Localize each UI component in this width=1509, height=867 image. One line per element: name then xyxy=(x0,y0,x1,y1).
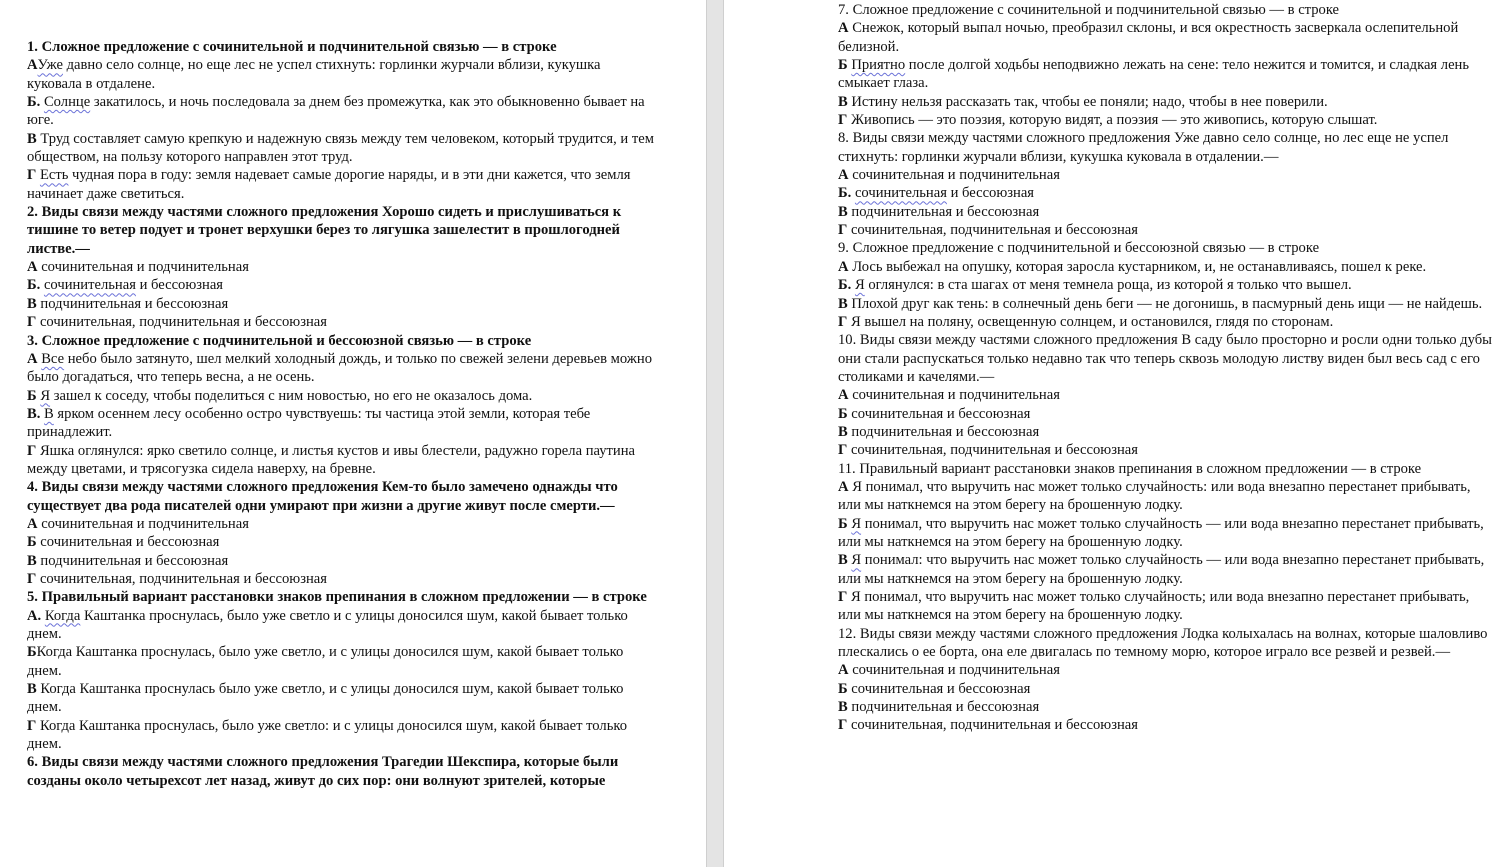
question-text: Виды связи между частями сложного предложения Хорошо сидеть и прислушиваться к тишине то ветер подует и тронет верхушки берез то лягушка зашелестит в прошлогодней листве.— xyxy=(27,204,622,257)
option-text: и бессоюзная xyxy=(946,185,1035,202)
option-text: сочинительная и подчинительная xyxy=(848,167,1060,184)
question-number: 11. xyxy=(838,460,856,477)
answer-option xyxy=(27,717,657,754)
answer-option xyxy=(27,387,657,405)
option-text: Яшка оглянулся: ярко светило солнце, и листья кустов и ивы блестели, радужно горела паутина между цветами, и трясогузка сидела наверху, на бревне. xyxy=(27,442,636,477)
answer-option xyxy=(27,130,657,167)
answer-option xyxy=(27,570,657,588)
spellcheck-underlined-word: Я xyxy=(854,277,865,294)
option-text: сочинительная и бессоюзная xyxy=(36,534,220,551)
option-letter: А xyxy=(838,387,849,404)
option-text: Я понимал, что выручить нас может только случайность; или вода внезапно перестанет прибывать, или мы наткнемся на этом берегу на брошенную лодку. xyxy=(838,589,1470,624)
spellcheck-underlined-word: Есть xyxy=(39,167,69,184)
option-letter: Г xyxy=(27,167,37,184)
answer-option xyxy=(838,184,1493,202)
question-text: Сложное предложение с сочинительной и подчинительной связью — в строке xyxy=(41,39,557,55)
answer-option xyxy=(27,643,657,680)
answer-option xyxy=(27,258,657,276)
answer-option xyxy=(838,588,1493,625)
question-text: Виды связи между частями сложного предложения Лодка колыхалась на волнах, которые шаловливо плескались о ее борта, она еле двигалась по темному морю, которое играло все резвей и резвей.— xyxy=(838,625,1488,661)
option-letter: Г xyxy=(27,717,37,734)
option-text: оглянулся: в ста шагах от меня темнела роща, из которой я только что вышел. xyxy=(864,277,1352,294)
answer-option xyxy=(27,405,657,442)
question-text: Сложное предложение с сочинительной и подчинительной связью — в строке xyxy=(852,2,1340,18)
option-text: сочинительная, подчинительная и бессоюзная xyxy=(847,442,1138,459)
question-text: Сложное предложение с подчинительной и бессоюзной связью — в строке xyxy=(41,332,532,349)
option-text: сочинительная, подчинительная и бессоюзная xyxy=(36,314,327,331)
question xyxy=(838,331,1493,386)
answer-option xyxy=(838,313,1493,331)
option-letter: А. xyxy=(27,607,42,624)
spellcheck-underlined-word: Я xyxy=(851,515,862,532)
option-letter: Г xyxy=(27,314,37,331)
option-text: ярком осеннем лесу особенно остро чувствуешь: ты частица этой земли, которая тебе принадлежит. xyxy=(27,405,591,441)
option-letter: В xyxy=(838,699,848,716)
option-text: подчинительная и бессоюзная xyxy=(847,699,1040,716)
option-text: сочинительная и подчинительная xyxy=(37,259,249,276)
answer-option xyxy=(838,295,1493,313)
option-letter: Б xyxy=(838,57,848,74)
question xyxy=(27,588,657,606)
option-text: сочинительная, подчинительная и бессоюзная xyxy=(36,570,327,587)
option-text: Когда Каштанка проснулась, было уже светло: и с улицы доносился шум, какой бывает только днем. xyxy=(27,717,627,753)
question-text: Виды связи между частями сложного предложения Трагедии Шекспира, которые были созданы около четырехсот лет назад, живут до сих пор: они волнуют зрителей, которые xyxy=(27,754,619,789)
option-letter: Г xyxy=(838,442,848,459)
option-letter: Г xyxy=(27,442,37,459)
answer-option xyxy=(838,93,1493,111)
option-letter: Г xyxy=(838,589,848,605)
option-letter: Б. xyxy=(27,94,41,111)
option-text: подчинительная и бессоюзная xyxy=(847,203,1040,220)
answer-option xyxy=(27,680,657,717)
option-letter: Б xyxy=(27,534,37,551)
spellcheck-underlined-word: В xyxy=(44,405,54,422)
option-letter: Б. xyxy=(838,185,852,202)
spellcheck-underlined-word: сочинительная xyxy=(43,277,136,294)
option-letter: Б xyxy=(838,680,848,697)
answer-option xyxy=(27,56,657,93)
option-text: сочинительная и подчинительная xyxy=(37,515,249,532)
question-number: 3. xyxy=(27,332,38,349)
option-letter: В xyxy=(27,552,37,569)
option-letter: В xyxy=(27,295,37,312)
answer-option xyxy=(27,350,657,387)
option-text: сочинительная и подчинительная xyxy=(848,662,1060,679)
option-text: чудная пора в году: земля надевает самые дорогие наряды, и в эти дни кажется, что земля начинает даже светиться. xyxy=(27,167,631,202)
option-letter: Б xyxy=(27,387,37,404)
option-text: Истину нельзя рассказать так, чтобы ее поняли; надо, чтобы в нее поверили. xyxy=(847,93,1328,110)
option-letter: А xyxy=(838,662,849,679)
answer-option xyxy=(838,680,1493,698)
answer-option xyxy=(838,551,1493,588)
answer-option xyxy=(838,515,1493,552)
answer-option xyxy=(838,405,1493,423)
answer-option xyxy=(838,386,1493,404)
option-letter: Г xyxy=(27,570,37,587)
question-text: Виды связи между частями сложного предложения В саду было просторно и росли одни только дубы они стали распускаться только недавно так что теперь сквозь молодую листву виден был весь сад с его столиками и качелями.— xyxy=(838,332,1492,385)
question-number: 2. xyxy=(27,204,38,221)
option-text: подчинительная и бессоюзная xyxy=(36,295,229,312)
option-text: подчинительная и бессоюзная xyxy=(847,423,1040,440)
answer-option xyxy=(27,442,657,479)
question xyxy=(838,129,1493,166)
answer-option xyxy=(27,313,657,331)
option-letter: В. xyxy=(27,405,41,422)
option-letter: В xyxy=(838,423,848,440)
option-text: сочинительная, подчинительная и бессоюзная xyxy=(847,717,1138,734)
question-number: 1. xyxy=(27,39,38,55)
question-number: 10. xyxy=(838,332,857,349)
option-letter: В xyxy=(838,93,848,110)
option-letter: А xyxy=(838,258,849,275)
option-text: сочинительная, подчинительная и бессоюзная xyxy=(847,222,1138,239)
option-letter: В xyxy=(838,295,848,312)
option-text: Я вышел на поляну, освещенную солнцем, и остановился, глядя по сторонам. xyxy=(847,313,1334,330)
answer-option xyxy=(27,533,657,551)
question-number: 6. xyxy=(27,754,38,771)
question xyxy=(27,203,657,258)
spellcheck-underlined-word: Я xyxy=(851,552,862,569)
option-text: сочинительная и бессоюзная xyxy=(847,680,1031,697)
option-text: давно село солнце, но еще лес не успел стихнуть: горлинки журчали вблизи, кукушка куковала в отдалене. xyxy=(27,57,601,92)
question xyxy=(27,38,657,56)
option-letter: Б. xyxy=(27,277,41,294)
option-text: и бессоюзная xyxy=(135,277,224,294)
answer-option xyxy=(838,716,1493,734)
question-text: Виды связи между частями сложного предложения Уже давно село солнце, но лес еще не успел стихнуть: горлинки журчали вблизи, кукушка куковала в отдалении.— xyxy=(838,130,1449,165)
option-letter: А xyxy=(27,350,38,367)
question-number: 4. xyxy=(27,479,38,496)
option-text: Плохой друг как тень: в солнечный день беги — не догонишь, в пасмурный день ищи — не найдешь. xyxy=(847,295,1483,312)
option-text: Каштанка проснулась, было уже светло и с улицы доносился шум, какой бывает только днем. xyxy=(27,607,628,642)
answer-option xyxy=(27,276,657,294)
question-number: 8. xyxy=(838,130,849,147)
answer-option xyxy=(838,56,1493,93)
spellcheck-underlined-word: Солнце xyxy=(43,94,91,111)
answer-option xyxy=(838,166,1493,184)
answer-option xyxy=(838,661,1493,679)
spellcheck-underlined-word: сочинительная xyxy=(854,185,947,202)
option-text: подчинительная и бессоюзная xyxy=(36,552,229,569)
answer-option xyxy=(838,441,1493,459)
question-text: Виды связи между частями сложного предложения Кем-то было замечено однажды что существует два рода писателей одни умирают при жизни а другие живут после смерти.— xyxy=(27,479,618,514)
page-text-column xyxy=(838,1,1493,735)
answer-option xyxy=(838,423,1493,441)
answer-option xyxy=(27,607,657,644)
answer-option xyxy=(27,166,657,203)
option-text: Лось выбежал на опушку, которая заросла кустарником, и, не останавливаясь, пошел к реке. xyxy=(848,258,1427,275)
question-text: Сложное предложение с подчинительной и бессоюзной связью — в строке xyxy=(852,240,1320,257)
option-letter: Г xyxy=(838,112,848,129)
document-page-right xyxy=(724,0,1509,867)
option-text: Когда Каштанка проснулась было уже светло, и с улицы доносился шум, какой бывает только днем. xyxy=(27,681,624,716)
option-letter: В xyxy=(27,130,37,147)
option-letter: А xyxy=(838,20,849,37)
option-letter: В xyxy=(27,681,37,698)
question-text: Правильный вариант расстановки знаков препинания в сложном предложении — в строке xyxy=(859,460,1422,477)
question-number: 12. xyxy=(838,625,857,642)
question-number: 7. xyxy=(838,2,849,18)
spellcheck-underlined-word: Я xyxy=(40,387,51,404)
option-text: Снежок, который выпал ночью, преобразил склоны, и вся окрестность засверкала ослепительной белизной. xyxy=(838,20,1459,55)
option-letter: Г xyxy=(838,717,848,734)
option-letter: Г xyxy=(838,313,848,330)
question xyxy=(838,1,1493,19)
question xyxy=(838,625,1493,662)
spellcheck-underlined-word: Уже xyxy=(37,57,63,74)
question xyxy=(27,332,657,350)
question xyxy=(27,478,657,515)
option-letter: А xyxy=(27,515,38,532)
option-text: небо было затянуто, шел мелкий холодный дождь, и только по свежей зелени деревьев можно было догадаться, что теперь весна, а не осень. xyxy=(27,350,653,386)
option-text: закатилось, и ночь последовала за днем без промежутка, как это обыкновенно бывает на юге. xyxy=(27,94,645,129)
page-text-column xyxy=(27,38,657,790)
answer-option xyxy=(838,698,1493,716)
answer-option xyxy=(838,203,1493,221)
option-letter: В xyxy=(838,552,848,569)
answer-option xyxy=(838,478,1493,515)
option-text: зашел к соседу, чтобы поделиться с ним новостью, но его не оказалось дома. xyxy=(50,387,533,404)
question xyxy=(838,239,1493,257)
option-letter: В xyxy=(838,203,848,220)
option-letter: Б xyxy=(27,644,37,661)
spellcheck-underlined-word: Все xyxy=(41,350,65,367)
answer-option xyxy=(27,515,657,533)
option-text: понимал, что выручить нас может только случайность — или вода внезапно перестанет прибывать, или мы наткнемся на этом берегу на брошенную лодку. xyxy=(838,515,1484,550)
option-text: Я понимал, что выручить нас может только случайность: или вода внезапно перестанет прибывать, или мы наткнемся на этом берегу на брошенную лодку. xyxy=(838,478,1471,514)
question xyxy=(27,753,657,790)
question-number: 5. xyxy=(27,589,38,606)
option-text: сочинительная и подчинительная xyxy=(848,387,1060,404)
option-letter: Б xyxy=(838,515,848,532)
answer-option xyxy=(27,552,657,570)
option-text: сочинительная и бессоюзная xyxy=(847,405,1031,422)
option-text: Живопись — это поэзия, которую видят, а поэзия — это живопись, которую слышат. xyxy=(847,112,1378,129)
spellcheck-underlined-word: Когда xyxy=(44,607,81,624)
answer-option xyxy=(838,19,1493,56)
question-text: Правильный вариант расстановки знаков препинания в сложном предложении — в строке xyxy=(41,589,647,606)
page-gap xyxy=(706,0,724,867)
question-number: 9. xyxy=(838,240,849,257)
answer-option xyxy=(838,258,1493,276)
answer-option xyxy=(27,295,657,313)
answer-option xyxy=(27,93,657,130)
option-letter: А xyxy=(838,167,849,184)
option-text: понимал: что выручить нас может только случайность — или вода внезапно перестанет прибывать, или мы наткнемся на этом берегу на брошенную лодку. xyxy=(838,552,1485,587)
option-text: Когда Каштанка проснулась, было уже светло, и с улицы доносился шум, какой бывает только днем. xyxy=(27,644,624,679)
document-page-left xyxy=(0,0,706,867)
spellcheck-underlined-word: Приятно xyxy=(851,57,906,74)
answer-option xyxy=(838,276,1493,294)
option-text: Труд составляет самую крепкую и надежную связь между тем человеком, который трудится, и тем обществом, на пользу которого направлен этот труд. xyxy=(27,130,654,166)
option-letter: А xyxy=(27,259,38,276)
answer-option xyxy=(838,111,1493,129)
option-letter: Б xyxy=(838,405,848,422)
option-text: после долгой ходьбы неподвижно лежать на сене: тело нежится и томится, и сладкая лень смыкает глаза. xyxy=(838,57,1470,92)
question xyxy=(838,460,1493,478)
answer-option xyxy=(838,221,1493,239)
option-letter: А xyxy=(27,57,38,74)
option-letter: Б. xyxy=(838,277,852,294)
option-letter: Г xyxy=(838,222,848,239)
option-letter: А xyxy=(838,478,849,495)
